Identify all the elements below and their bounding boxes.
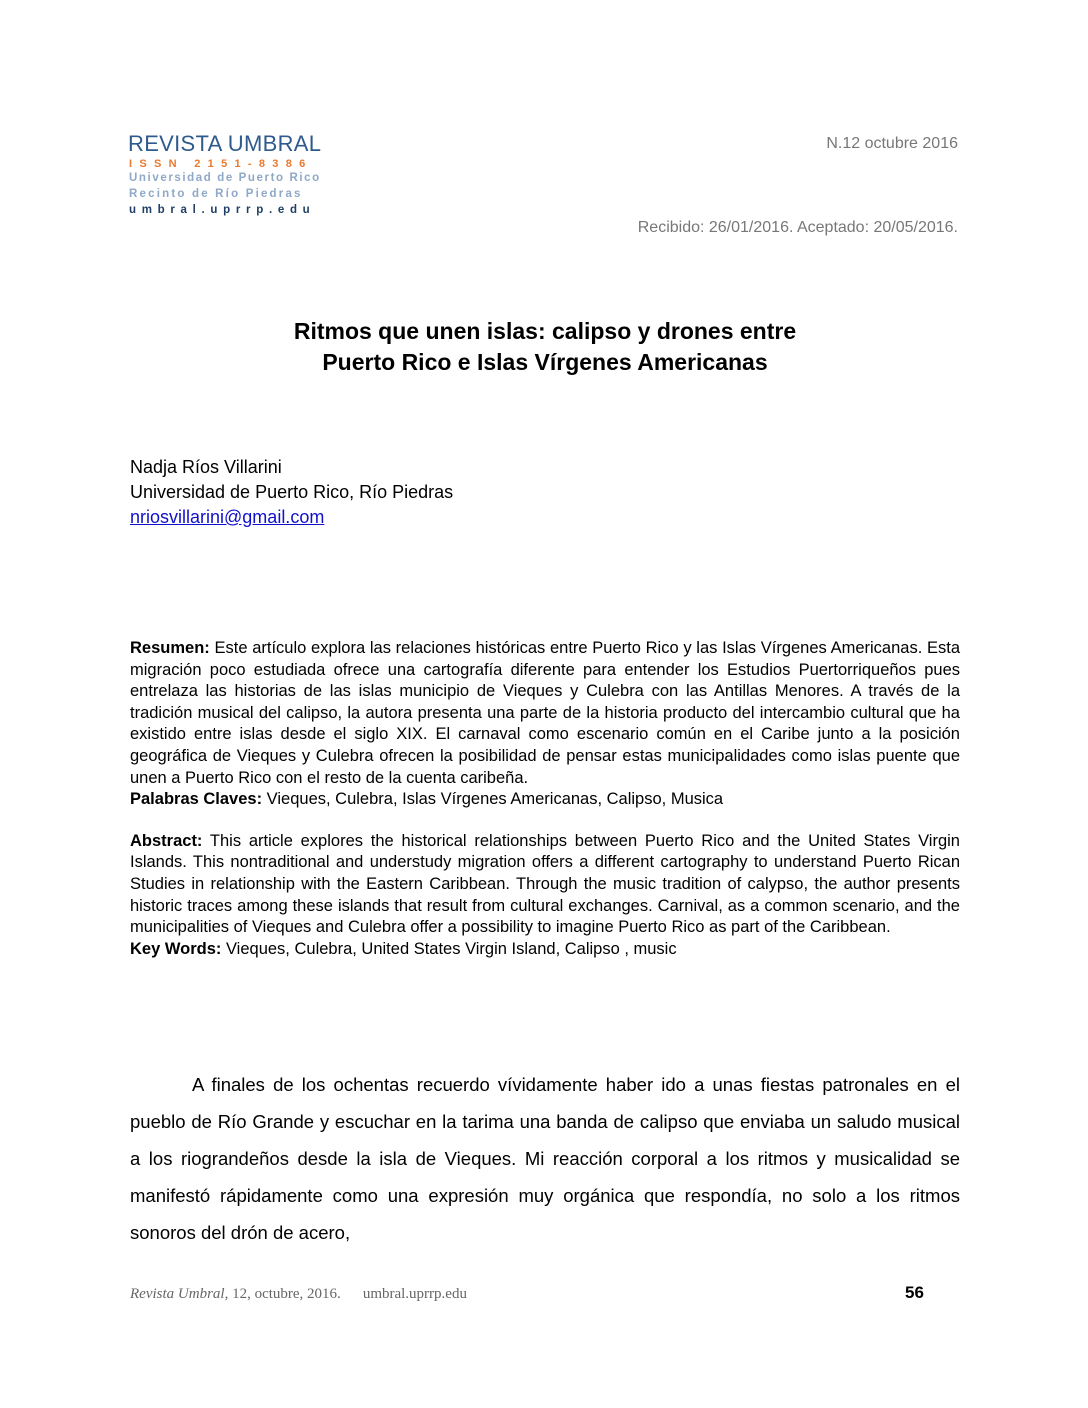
journal-website: umbral.uprrp.edu	[129, 204, 316, 216]
author-block	[130, 455, 453, 530]
university-name: Universidad de Puerto Rico	[129, 172, 321, 184]
resumen-paragraph	[130, 638, 960, 789]
author-affiliation: Universidad de Puerto Rico, Río Piedras	[130, 482, 454, 502]
submission-dates: Recibido: 26/01/2016. Aceptado: 20/05/2016.	[637, 219, 958, 236]
resumen-text: Este artículo explora las relaciones históricas entre Puerto Rico y las Islas Vírgenes Americanas. Esta migración poco estudiada ofrece una cartografía diferente para entender los Estudios Puertorriqueños pues entrelaza las historias de las islas municipio de Vieques y Culebra con las Antillas Menores. A través de la tradición musical del calipso, la autora presenta una parte de la historia producto del intercambio cultural que ha existido entre islas desde el siglo XIX. El carnaval como escenario común en el Caribe junto a la posición geográfica de Vieques y Culebra ofrecen la posibilidad de pensar estas municipalidades como islas puente que unen a Puerto Rico con el resto de la cuenta caribeña.	[130, 639, 960, 787]
palabras-claves	[130, 789, 960, 811]
key-words-text: Vieques, Culebra, United States Virgin Island, Calipso , music	[221, 939, 677, 958]
key-words	[130, 939, 960, 961]
issue-number: N.12 octubre 2016	[826, 135, 958, 152]
key-words-label: Key Words:	[130, 939, 222, 958]
palabras-claves-text: Vieques, Culebra, Islas Vírgenes Americanas, Calipso, Musica	[262, 790, 724, 809]
body-paragraph: A finales de los ochentas recuerdo vívidamente haber ido a unas fiestas patronales en el pueblo de Río Grande y escuchar en la tarima una banda de calipso que enviaba un saludo musical a los riograndeños desde la isla de Vieques. Mi reacción corporal a los ritmos y musicalidad se manifestó rápidamente como una expresión muy orgánica que respondía, no solo a los ritmos sonoros del drón de acero,	[130, 1074, 960, 1243]
footer-citation-text: , 12, octubre, 2016.	[224, 1286, 341, 1302]
author-email-link[interactable]: nriosvillarini@gmail.com	[130, 507, 325, 527]
footer-journal-name: Revista Umbral	[130, 1286, 225, 1302]
footer-citation	[130, 1286, 467, 1303]
issn: ISSN 2151-8386	[129, 158, 313, 170]
body-text	[130, 1066, 960, 1251]
author-name: Nadja Ríos Villarini	[130, 457, 282, 477]
campus-name: Recinto de Río Piedras	[129, 188, 303, 200]
abstracts-section	[130, 638, 960, 960]
abstract-text: This article explores the historical relationships between Puerto Rico and the United States Virgin Islands. This nontraditional and understudy migration offers a different cartography to understand Puerto Rican Studies in relationship with the Eastern Caribbean. Through the music tradition of calypso, the author presents historic traces among these islands that result from cultural exchanges. Carnival, as a common scenario, and the municipalities of Vieques and Culebra offer a possibility to imagine Puerto Rico as part of the Caribbean.	[130, 831, 960, 937]
abstract-paragraph	[130, 831, 960, 939]
footer-url: umbral.uprrp.edu	[362, 1286, 467, 1302]
page-number: 56	[905, 1283, 924, 1302]
title-line-2: Puerto Rico e Islas Vírgenes Americanas	[322, 349, 768, 375]
title-line-1: Ritmos que unen islas: calipso y drones entre	[293, 318, 797, 344]
article-title	[130, 316, 960, 378]
journal-name: REVISTA UMBRAL	[128, 131, 322, 156]
palabras-claves-label: Palabras Claves:	[130, 790, 263, 809]
resumen-label: Resumen:	[130, 639, 210, 657]
abstract-label: Abstract:	[130, 831, 203, 850]
